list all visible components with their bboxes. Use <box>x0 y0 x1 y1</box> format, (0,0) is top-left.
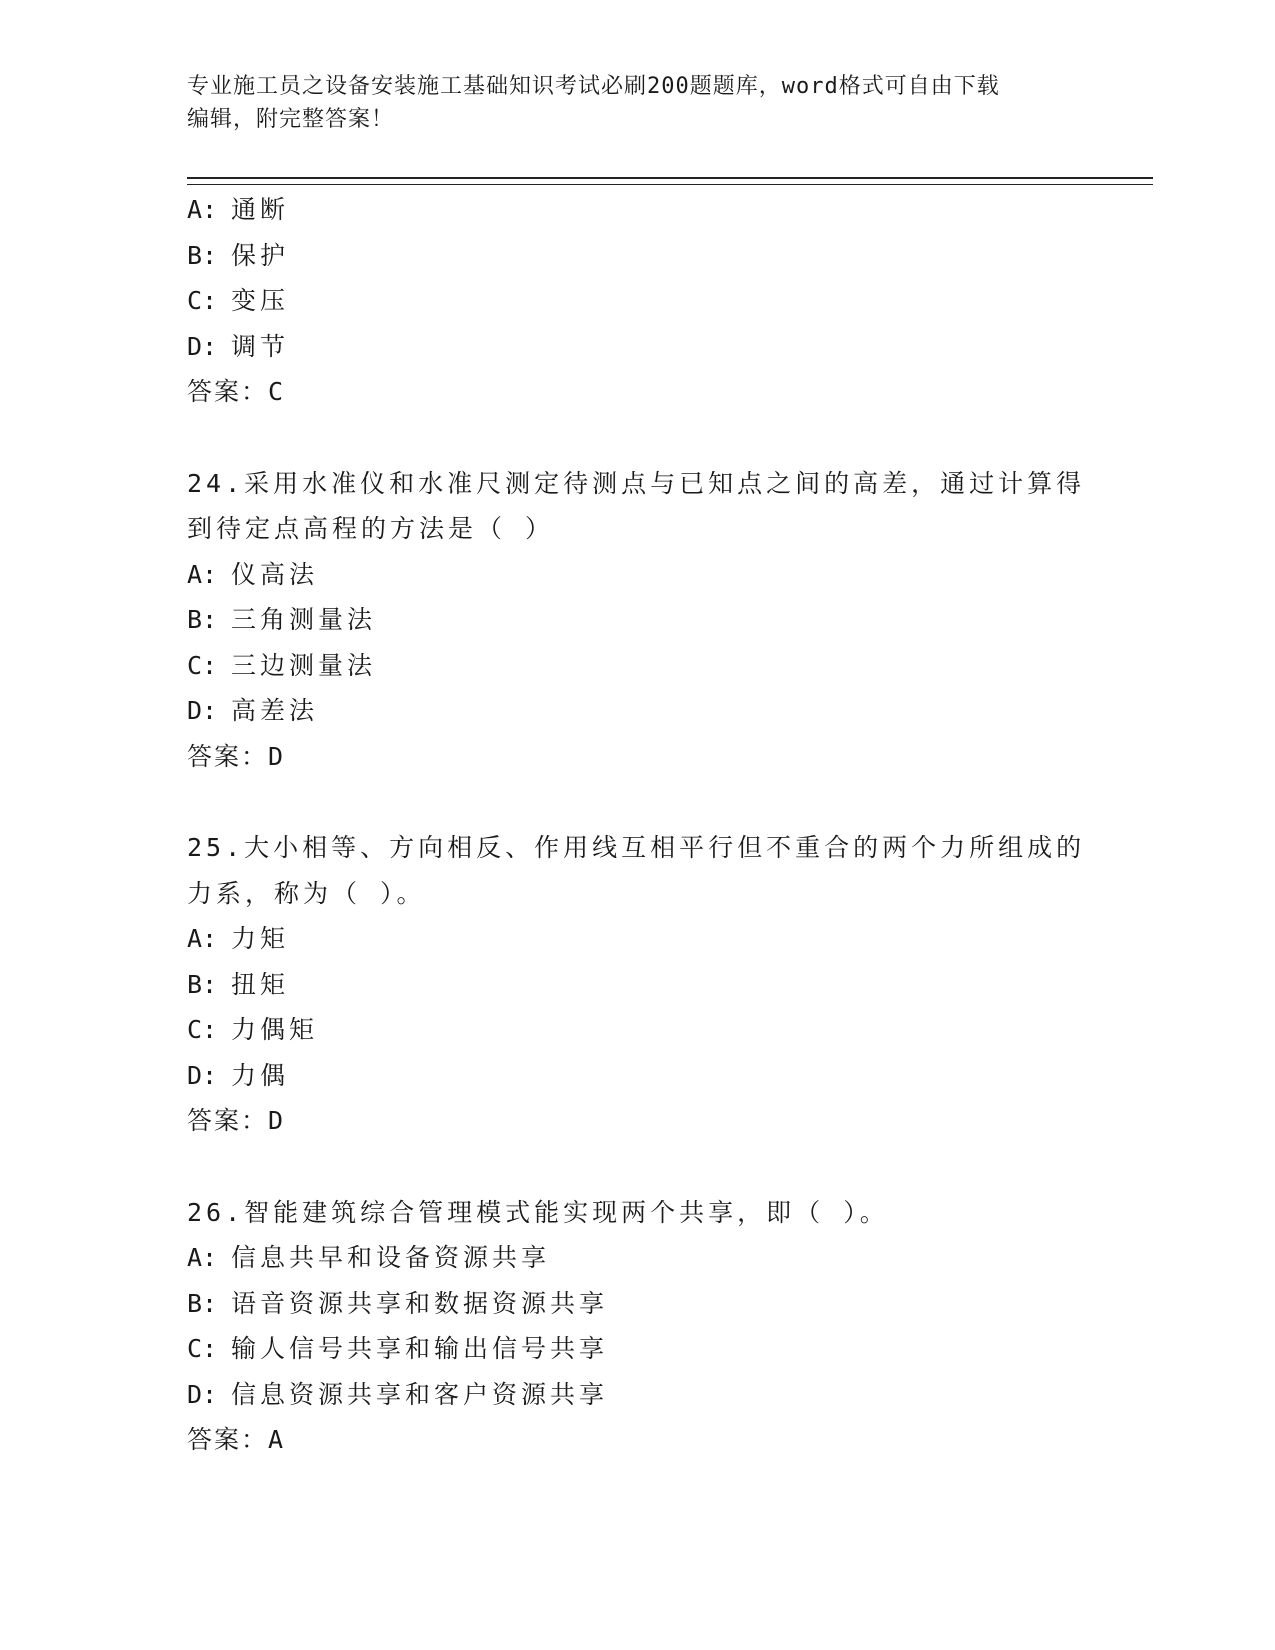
header-divider <box>187 177 1153 185</box>
answer-value: D <box>268 1106 286 1135</box>
option-a <box>187 552 1087 598</box>
header-title-line-2: 编辑，附完整答案！ <box>187 107 395 132</box>
option-text: 三边测量法 <box>231 650 377 680</box>
option-b <box>187 233 1087 279</box>
question-stem <box>187 1190 1087 1236</box>
option-text: 调节 <box>231 331 290 361</box>
answer-value: A <box>268 1425 286 1454</box>
question-stem-line-1: 26.智能建筑综合管理模式能实现两个共享，即（ ）。 <box>187 1197 889 1227</box>
question-26 <box>187 1190 1087 1463</box>
option-text: 三角测量法 <box>231 605 377 634</box>
answer-line <box>187 369 1087 415</box>
answer-label: 答案： <box>187 741 269 771</box>
question-25 <box>187 825 1087 1144</box>
question-stem-line-2: 力系，称为（ ）。 <box>187 878 426 908</box>
question-gap <box>187 415 1087 461</box>
option-a <box>187 187 1087 233</box>
option-label: D: <box>187 331 218 361</box>
option-a <box>187 1235 1087 1281</box>
option-d <box>187 1053 1087 1099</box>
option-d <box>187 1372 1087 1418</box>
answer-label: 答案： <box>187 377 269 406</box>
option-b <box>187 1281 1087 1327</box>
option-label: A: <box>187 924 218 953</box>
option-label: C: <box>187 650 218 680</box>
option-label: B: <box>187 240 218 270</box>
answer-label: 答案： <box>187 1106 269 1135</box>
option-c <box>187 1007 1087 1053</box>
option-a <box>187 916 1087 962</box>
option-label: D: <box>187 696 218 725</box>
question-stem-line-1: 25.大小相等、方向相反、作用线互相平行但不重合的两个力所组成的 <box>187 833 1086 862</box>
option-text: 信息共早和设备资源共享 <box>231 1243 551 1272</box>
option-text: 力偶 <box>231 1060 290 1090</box>
question-stem <box>187 461 1087 552</box>
option-label: B: <box>187 969 218 999</box>
option-label: D: <box>187 1060 218 1090</box>
answer-label: 答案： <box>187 1425 269 1454</box>
answer-value: D <box>268 741 286 771</box>
option-text: 仪高法 <box>231 559 319 589</box>
question-stem-line-2: 到待定点高程的方法是（ ） <box>187 514 555 543</box>
option-b <box>187 962 1087 1008</box>
option-c <box>187 278 1087 324</box>
option-text: 力矩 <box>231 924 290 953</box>
option-label: D: <box>187 1379 218 1409</box>
option-label: C: <box>187 1334 218 1363</box>
option-text: 变压 <box>231 286 290 315</box>
option-label: A: <box>187 1243 218 1272</box>
question-gap <box>187 779 1087 825</box>
answer-line <box>187 734 1087 780</box>
option-label: A: <box>187 195 218 224</box>
question-list <box>187 187 1087 1463</box>
option-text: 语音资源共享和数据资源共享 <box>231 1288 609 1318</box>
answer-line <box>187 1417 1087 1463</box>
option-text: 通断 <box>231 195 290 224</box>
question-gap <box>187 1144 1087 1190</box>
answer-value: C <box>268 377 286 406</box>
option-text: 高差法 <box>231 696 319 725</box>
option-b <box>187 597 1087 643</box>
option-d <box>187 324 1087 370</box>
option-label: B: <box>187 605 218 634</box>
option-label: C: <box>187 286 218 315</box>
option-text: 保护 <box>231 240 290 270</box>
question-stem-line-1: 24.采用水准仪和水准尺测定待测点与已知点之间的高差，通过计算得 <box>187 468 1086 498</box>
option-c <box>187 643 1087 689</box>
header-title-line-1: 专业施工员之设备安装施工基础知识考试必刷200题题库，word格式可自由下载 <box>187 74 1000 99</box>
option-text: 信息资源共享和客户资源共享 <box>231 1379 609 1409</box>
option-label: C: <box>187 1015 218 1044</box>
option-text: 输人信号共享和输出信号共享 <box>231 1334 609 1363</box>
option-text: 扭矩 <box>231 969 290 999</box>
option-label: A: <box>187 559 218 589</box>
option-label: B: <box>187 1288 218 1318</box>
page-header <box>187 70 1067 136</box>
question-23 <box>187 187 1087 415</box>
option-d <box>187 688 1087 734</box>
answer-line <box>187 1098 1087 1144</box>
question-24 <box>187 461 1087 780</box>
option-c <box>187 1326 1087 1372</box>
question-stem <box>187 825 1087 916</box>
option-text: 力偶矩 <box>231 1015 319 1044</box>
